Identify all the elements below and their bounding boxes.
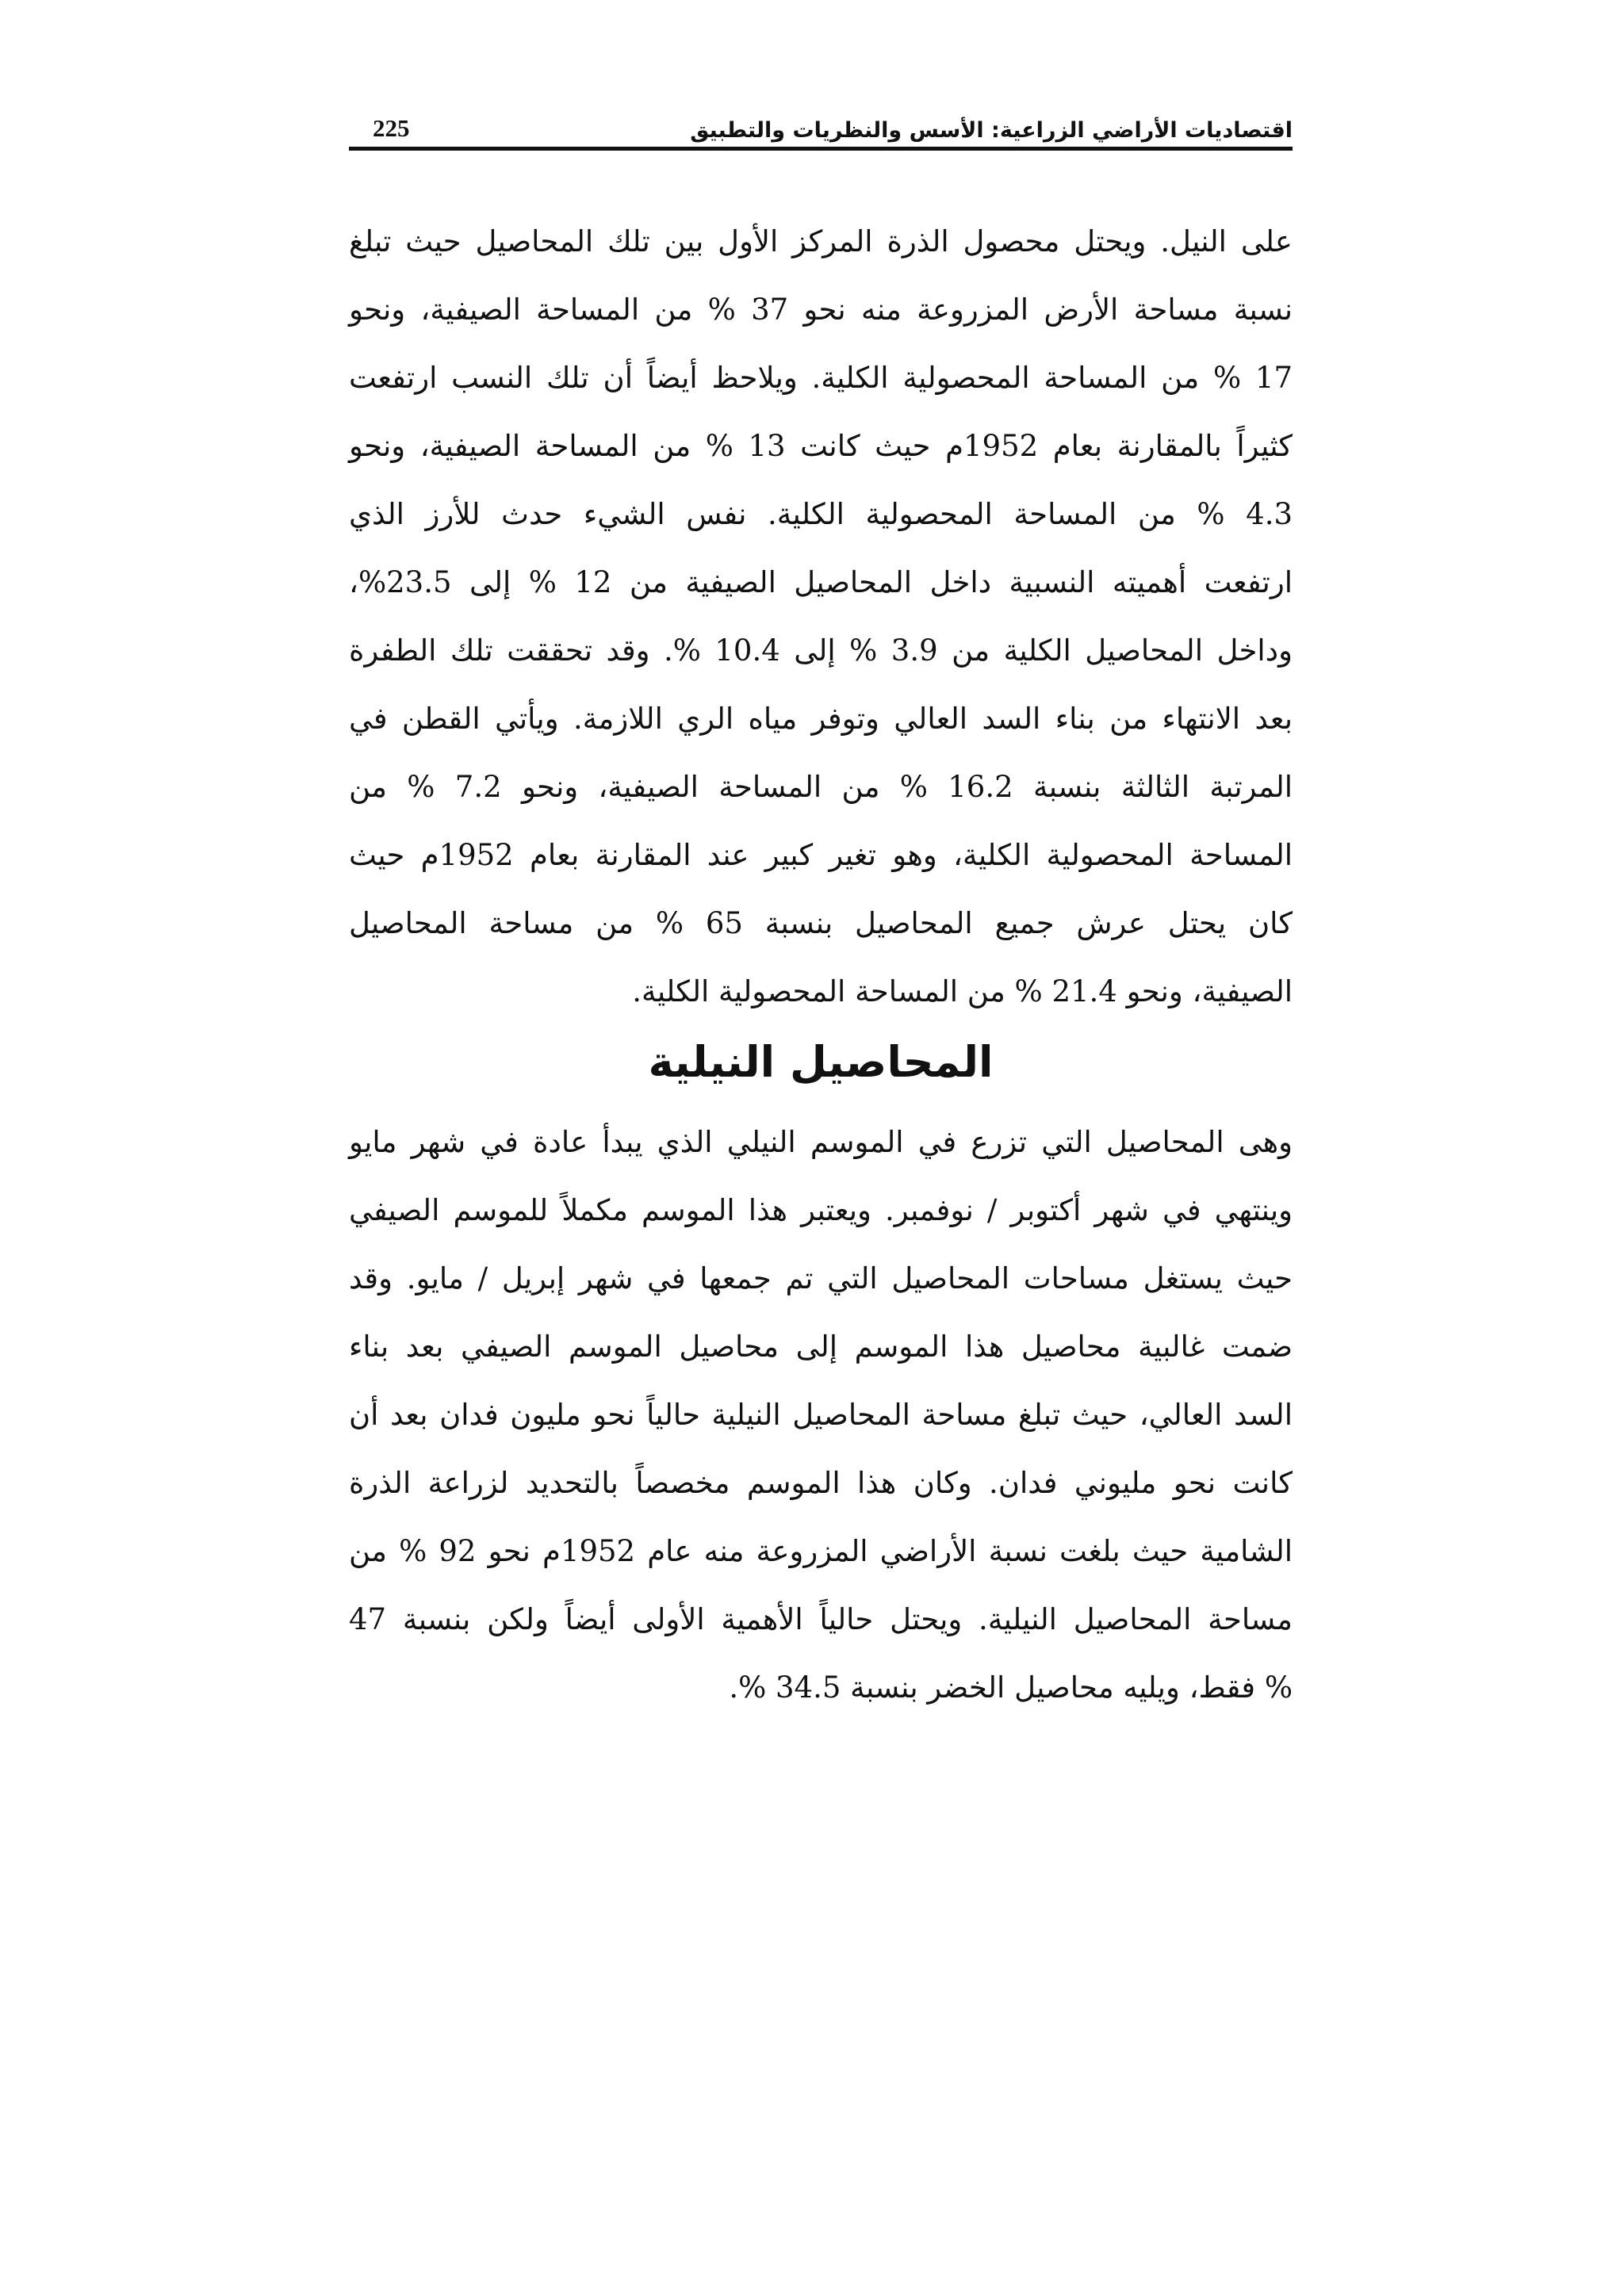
paragraph-line: ضمت غالبية محاصيل هذا الموسم إلى محاصيل الموسم الصيفي بعد بناء [349, 1330, 1293, 1364]
paragraph-crops-summer [349, 208, 1293, 1026]
running-title: اقتصاديات الأراضي الزراعية: الأسس والنظريات والتطبيق [690, 118, 1293, 143]
paragraph-line: وداخل المحاصيل الكلية من 3.9 % إلى 10.4 %. وقد تحققت تلك الطفرة [349, 633, 1293, 668]
paragraph-line: نسبة مساحة الأرض المزروعة منه نحو 37 % من المساحة الصيفية، ونحو [349, 293, 1293, 327]
section-heading: المحاصيل النيلية [648, 1037, 994, 1087]
paragraph-line: % فقط، ويليه محاصيل الخضر بنسبة 34.5 %. [729, 1670, 1293, 1705]
paragraph-line: الصيفية، ونحو 21.4 % من المساحة المحصولية الكلية. [632, 974, 1293, 1008]
paragraph-line: مساحة المحاصيل النيلية. ويحتل حالياً الأهمية الأولى أيضاً ولكن بنسبة 47 [349, 1602, 1293, 1636]
paragraph-line: على النيل. ويحتل محصول الذرة المركز الأول بين تلك المحاصيل حيث تبلغ [349, 224, 1293, 258]
paragraph-line: 17 % من المساحة المحصولية الكلية. ويلاحظ أيضاً أن تلك النسب ارتفعت [349, 361, 1293, 395]
paragraph-line: وينتهي في شهر أكتوبر / نوفمبر. ويعتبر هذا الموسم مكملاً للموسم الصيفي [349, 1193, 1293, 1227]
page-number: 225 [373, 114, 410, 142]
paragraph-line: ارتفعت أهميته النسبية داخل المحاصيل الصيفية من 12 % إلى 23.5%، [349, 565, 1293, 599]
paragraph-line: كانت نحو مليوني فدان. وكان هذا الموسم مخصصاً بالتحديد لزراعة الذرة [349, 1466, 1293, 1500]
paragraph-line: الشامية حيث بلغت نسبة الأراضي المزروعة منه عام 1952م نحو 92 % من [349, 1534, 1293, 1568]
paragraph-line: السد العالي، حيث تبلغ مساحة المحاصيل النيلية حالياً نحو مليون فدان بعد أن [349, 1398, 1293, 1432]
paragraph-line: وهى المحاصيل التي تزرع في الموسم النيلي الذي يبدأ عادة في شهر مايو [349, 1125, 1293, 1159]
header-rule [349, 147, 1293, 151]
paragraph-line: حيث يستغل مساحات المحاصيل التي تم جمعها في شهر إبريل / مايو. وقد [349, 1261, 1293, 1295]
running-header [349, 103, 1293, 147]
paragraph-line: بعد الانتهاء من بناء السد العالي وتوفر مياه الري اللازمة. ويأتي القطن في [349, 702, 1293, 736]
paragraph-line: كان يحتل عرش جميع المحاصيل بنسبة 65 % من مساحة المحاصيل [349, 906, 1293, 940]
paragraph-line: كثيراً بالمقارنة بعام 1952م حيث كانت 13 % من المساحة الصيفية، ونحو [349, 429, 1293, 463]
paragraph-line: 4.3 % من المساحة المحصولية الكلية. نفس الشيء حدث للأرز الذي [349, 497, 1293, 531]
paragraph-line: المرتبة الثالثة بنسبة 16.2 % من المساحة الصيفية، ونحو 7.2 % من [349, 770, 1293, 804]
paragraph-nile-crops [349, 1108, 1293, 1722]
paragraph-line: المساحة المحصولية الكلية، وهو تغير كبير عند المقارنة بعام 1952م حيث [349, 838, 1293, 872]
